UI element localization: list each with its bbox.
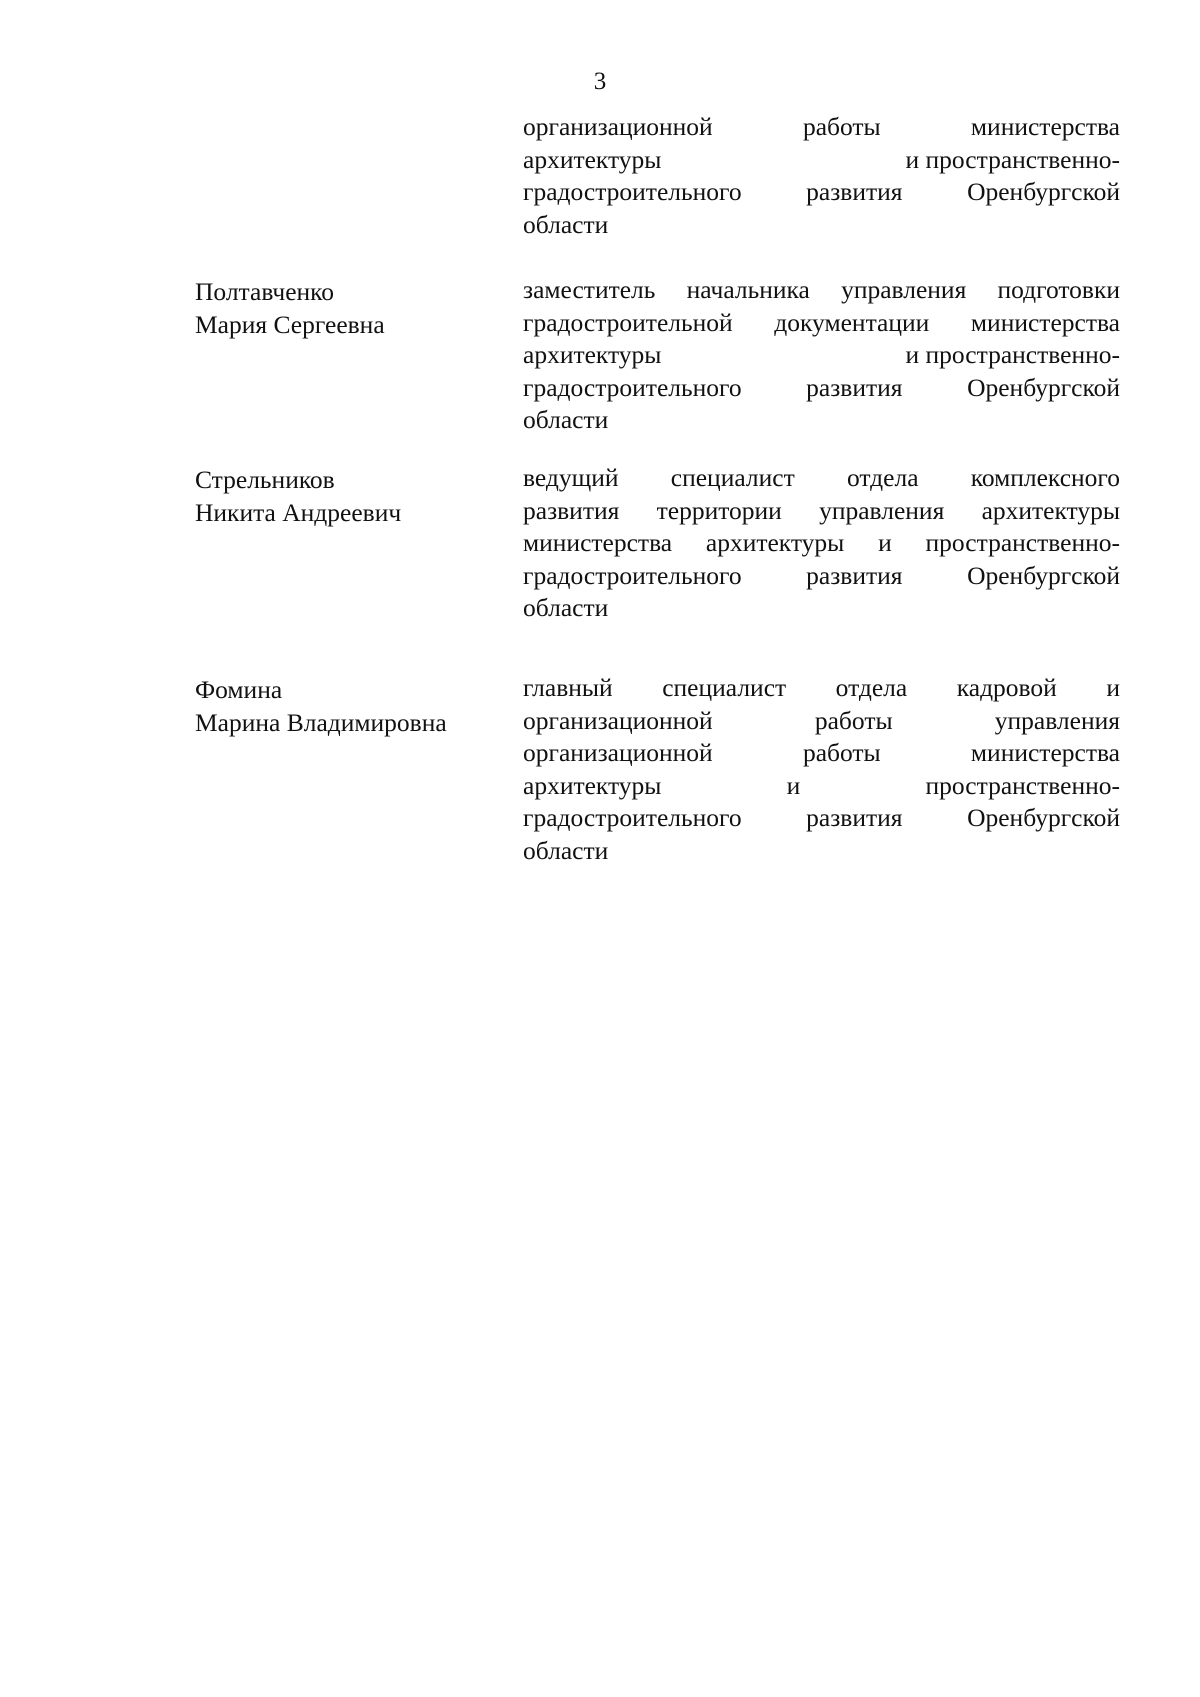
position-line — [523, 495, 1120, 528]
word: архитектуры — [523, 340, 662, 370]
word: министерства — [970, 112, 1120, 141]
person-surname: Стрельников — [195, 465, 335, 494]
word: развития — [806, 803, 903, 833]
word: отдела — [846, 463, 919, 492]
word: комплексного — [970, 463, 1120, 492]
word: управления — [841, 275, 967, 304]
word: начальника — [686, 275, 810, 304]
word: области — [523, 835, 609, 865]
word: и — [786, 770, 801, 800]
position-line — [523, 802, 1120, 835]
word: Оренбургской — [967, 560, 1120, 590]
position-description — [523, 462, 1120, 625]
position-line — [523, 592, 1120, 625]
person-surname: Полтавченко — [195, 277, 335, 306]
word: отдела — [835, 673, 908, 702]
word: работы — [802, 738, 881, 768]
word: подготовки — [997, 275, 1120, 304]
person-name — [195, 674, 495, 739]
word: Оренбургской — [967, 803, 1120, 833]
word: архитектуры — [981, 495, 1120, 525]
word: области — [523, 593, 609, 623]
word: организационной — [523, 112, 713, 141]
position-line — [523, 209, 1120, 242]
position-line — [523, 111, 1120, 144]
word: и пространственно- — [905, 340, 1120, 370]
word: главный — [523, 673, 613, 702]
position-line — [523, 404, 1120, 437]
word: документации — [774, 307, 930, 337]
word: министерства — [970, 307, 1120, 337]
word: пространственно- — [925, 770, 1120, 800]
position-line — [523, 274, 1120, 307]
word: управления — [994, 705, 1120, 735]
word: и — [1106, 673, 1120, 702]
person-surname: Фомина — [195, 675, 283, 704]
position-line — [523, 672, 1120, 705]
word: развития — [806, 560, 903, 590]
position-description — [523, 111, 1120, 241]
word: ведущий — [523, 463, 619, 492]
word: специалист — [670, 463, 795, 492]
word: работы — [802, 112, 881, 141]
word: организационной — [523, 738, 713, 768]
word: архитектуры — [523, 770, 662, 800]
word: области — [523, 405, 609, 435]
position-line — [523, 307, 1120, 340]
word: пространственно- — [925, 528, 1120, 558]
word: градостроительного — [523, 803, 742, 833]
position-line — [523, 176, 1120, 209]
word: и — [878, 528, 892, 558]
word: градостроительного — [523, 560, 742, 590]
word: министерства — [523, 528, 673, 558]
page-number: 3 — [593, 68, 607, 95]
word: градостроительного — [523, 177, 742, 207]
position-description — [523, 274, 1120, 437]
position-line — [523, 705, 1120, 738]
word: области — [523, 209, 609, 239]
word: Оренбургской — [967, 177, 1120, 207]
position-line — [523, 527, 1120, 560]
word: организационной — [523, 705, 713, 735]
person-name — [195, 464, 495, 529]
position-line — [523, 560, 1120, 593]
position-line — [523, 144, 1120, 177]
word: кадровой — [956, 673, 1057, 702]
word: градостроительного — [523, 372, 742, 402]
word: архитектуры — [705, 528, 845, 558]
word: развития — [806, 372, 903, 402]
position-line — [523, 770, 1120, 803]
word: развития — [523, 495, 620, 525]
word: Оренбургской — [967, 372, 1120, 402]
position-description — [523, 672, 1120, 868]
word: специалист — [662, 673, 787, 702]
position-line — [523, 339, 1120, 372]
word: заместитель — [523, 275, 656, 304]
word: территории — [656, 495, 782, 525]
word: и пространственно- — [905, 144, 1120, 174]
word: развития — [806, 177, 903, 207]
person-name — [195, 276, 495, 341]
person-given-names: Никита Андреевич — [195, 497, 402, 527]
person-given-names: Мария Сергеевна — [195, 309, 385, 339]
position-line — [523, 835, 1120, 868]
position-line — [523, 372, 1120, 405]
word: градостроительной — [523, 307, 733, 337]
position-line — [523, 462, 1120, 495]
person-given-names: Марина Владимировна — [195, 707, 447, 737]
word: архитектуры — [523, 144, 662, 174]
word: министерства — [970, 738, 1120, 768]
position-line — [523, 737, 1120, 770]
word: работы — [814, 705, 893, 735]
word: управления — [819, 495, 945, 525]
